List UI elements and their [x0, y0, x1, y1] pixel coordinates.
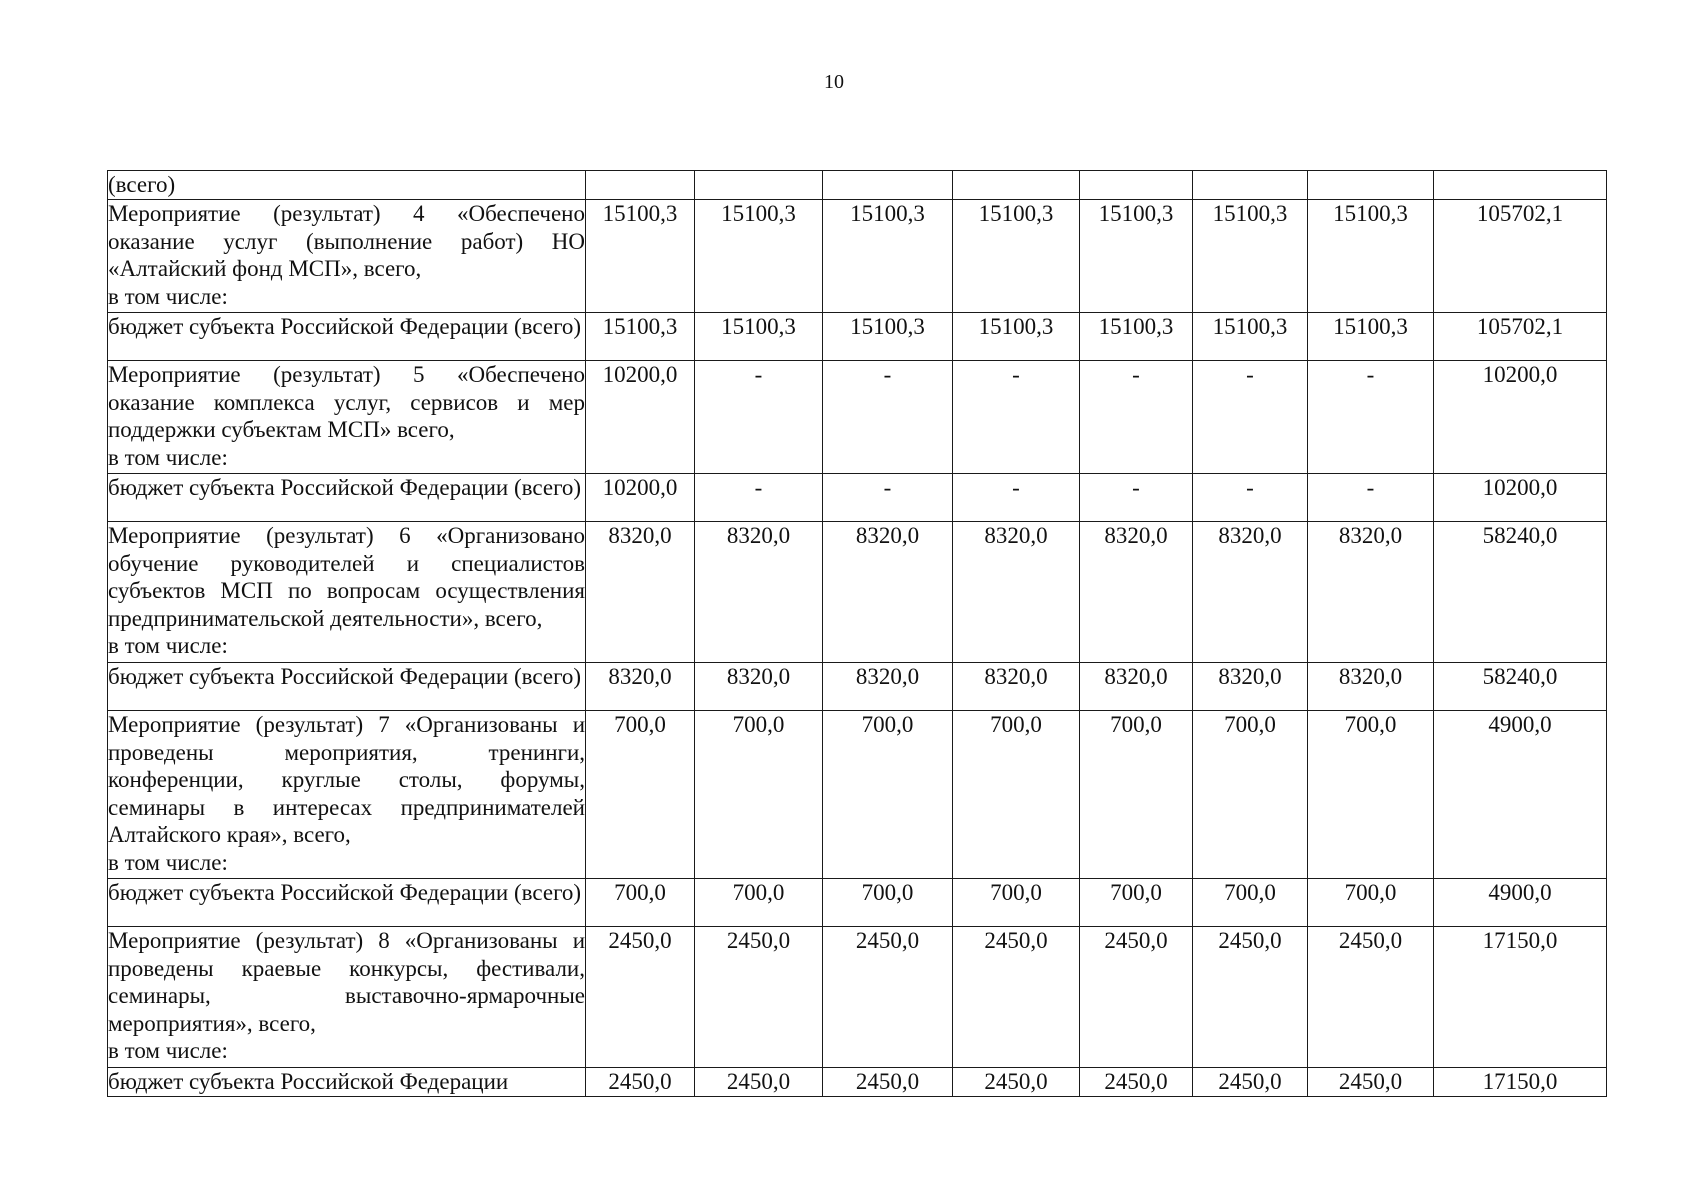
- value-cell: [695, 927, 823, 1068]
- value-text: 2450,0: [855, 1069, 920, 1094]
- value-text: -: [883, 362, 892, 387]
- value-cell: [1308, 711, 1434, 879]
- value-cell: [1193, 1068, 1308, 1097]
- value-text: -: [1366, 475, 1375, 500]
- value-cell: [823, 663, 953, 711]
- value-text: 15100,3: [721, 201, 796, 226]
- value-text: 2450,0: [1218, 928, 1282, 953]
- table-row: [108, 522, 1607, 663]
- value-text: 15100,3: [1098, 314, 1174, 339]
- table-row: [108, 663, 1607, 711]
- value-cell: [823, 927, 953, 1068]
- value-cell: [953, 711, 1080, 879]
- value-cell: [823, 361, 953, 474]
- value-cell: [1080, 313, 1193, 361]
- row-label-cell: [108, 879, 586, 927]
- value-cell: [1434, 200, 1607, 313]
- table-row: [108, 200, 1607, 313]
- value-text: 8320,0: [1338, 664, 1403, 689]
- value-cell: [695, 663, 823, 711]
- value-text: 58240,0: [1482, 664, 1558, 689]
- value-text: 2450,0: [726, 1069, 791, 1094]
- value-cell: [1308, 927, 1434, 1068]
- value-text: 700,0: [861, 712, 914, 737]
- value-cell: [586, 474, 695, 522]
- value-cell: [953, 474, 1080, 522]
- value-text: 2450,0: [1218, 1069, 1282, 1094]
- table-row: [108, 313, 1607, 361]
- value-cell: [695, 171, 823, 200]
- value-text: 8320,0: [608, 523, 672, 548]
- value-text: 15100,3: [1212, 314, 1288, 339]
- value-cell: [1308, 879, 1434, 927]
- value-cell: [1080, 171, 1193, 200]
- value-text: 2450,0: [984, 928, 1048, 953]
- value-text: 8320,0: [726, 523, 791, 548]
- value-text: 105702,1: [1476, 314, 1564, 339]
- row-label-line: бюджет субъекта Российской Федерации (всего): [108, 664, 582, 689]
- row-label-line: бюджет субъекта Российской Федерации (всего): [108, 880, 582, 905]
- value-cell: [586, 200, 695, 313]
- value-cell: [586, 361, 695, 474]
- row-label-line: в том числе:: [108, 633, 228, 658]
- value-cell: [823, 313, 953, 361]
- value-cell: [1080, 711, 1193, 879]
- row-label-cell: [108, 361, 586, 474]
- value-cell: [1308, 171, 1434, 200]
- row-label-line: (всего): [108, 172, 176, 197]
- value-text: -: [883, 475, 892, 500]
- value-text: 700,0: [732, 880, 785, 905]
- row-label-cell: [108, 200, 586, 313]
- value-cell: [1434, 313, 1607, 361]
- value-text: 700,0: [1344, 880, 1397, 905]
- value-cell: [1080, 361, 1193, 474]
- value-text: 15100,3: [978, 314, 1054, 339]
- value-text: 2450,0: [1338, 928, 1403, 953]
- row-label-line: бюджет субъекта Российской Федерации (всего): [108, 475, 582, 500]
- value-cell: [953, 522, 1080, 663]
- value-text: 2450,0: [608, 1069, 672, 1094]
- value-text: 15100,3: [850, 314, 925, 339]
- value-text: 15100,3: [1333, 201, 1408, 226]
- table-row: [108, 711, 1607, 879]
- value-text: -: [754, 362, 763, 387]
- value-text: 8320,0: [1104, 523, 1168, 548]
- value-cell: [695, 1068, 823, 1097]
- row-label-line: в том числе:: [108, 849, 228, 875]
- value-cell: [1434, 879, 1607, 927]
- value-cell: [1193, 927, 1308, 1068]
- row-label-line: Мероприятие (результат) 5 «Обеспечено оказание комплекса услуг, сервисов и мер поддержки субъектам МСП» всего,: [108, 362, 585, 442]
- row-label-cell: [108, 1068, 586, 1097]
- value-cell: [823, 200, 953, 313]
- value-cell: [695, 474, 823, 522]
- value-cell: [586, 927, 695, 1068]
- value-cell: [586, 313, 695, 361]
- value-cell: [823, 711, 953, 879]
- value-cell: [1434, 361, 1607, 474]
- value-cell: [1080, 200, 1193, 313]
- value-text: 8320,0: [726, 664, 791, 689]
- value-cell: [695, 522, 823, 663]
- value-text: 8320,0: [1218, 523, 1282, 548]
- row-label-line: Мероприятие (результат) 6 «Организовано обучение руководителей и специалистов субъектов МСП по вопросам осуществления предпринимательской деятельности», всего,: [108, 523, 585, 631]
- value-text: 4900,0: [1488, 880, 1552, 905]
- value-cell: [823, 879, 953, 927]
- table-row: [108, 474, 1607, 522]
- value-cell: [695, 879, 823, 927]
- value-cell: [1193, 522, 1308, 663]
- table-row: [108, 879, 1607, 927]
- value-cell: [1080, 879, 1193, 927]
- value-text: 15100,3: [602, 314, 678, 339]
- value-cell: [823, 474, 953, 522]
- value-cell: [1434, 927, 1607, 1068]
- value-text: 8320,0: [855, 664, 920, 689]
- value-cell: [953, 663, 1080, 711]
- value-cell: [953, 879, 1080, 927]
- value-cell: [1193, 663, 1308, 711]
- value-text: 700,0: [990, 712, 1042, 737]
- value-text: -: [1012, 362, 1020, 387]
- budget-table-body: [108, 171, 1607, 1097]
- value-cell: [1434, 1068, 1607, 1097]
- value-text: 15100,3: [721, 314, 796, 339]
- value-cell: [695, 200, 823, 313]
- value-text: 15100,3: [1212, 201, 1288, 226]
- value-text: 8320,0: [855, 523, 920, 548]
- value-text: 8320,0: [1218, 664, 1282, 689]
- value-cell: [1193, 171, 1308, 200]
- table-row: [108, 361, 1607, 474]
- value-cell: [1080, 522, 1193, 663]
- value-cell: [1308, 1068, 1434, 1097]
- value-text: 10200,0: [1482, 362, 1558, 387]
- value-text: 2450,0: [608, 928, 672, 953]
- value-text: 17150,0: [1482, 928, 1558, 953]
- value-text: 4900,0: [1488, 712, 1552, 737]
- value-text: 700,0: [861, 880, 914, 905]
- value-text: 700,0: [1110, 712, 1162, 737]
- value-cell: [1080, 1068, 1193, 1097]
- value-cell: [1193, 313, 1308, 361]
- value-cell: [695, 313, 823, 361]
- value-cell: [586, 879, 695, 927]
- row-label-line: в том числе:: [108, 283, 228, 309]
- value-cell: [953, 927, 1080, 1068]
- value-text: 700,0: [732, 712, 785, 737]
- value-cell: [823, 522, 953, 663]
- row-label-cell: [108, 171, 586, 200]
- value-text: 15100,3: [850, 201, 925, 226]
- value-text: -: [1132, 362, 1140, 387]
- value-cell: [1308, 663, 1434, 711]
- value-text: 8320,0: [984, 523, 1048, 548]
- value-text: 8320,0: [1104, 664, 1168, 689]
- value-cell: [953, 1068, 1080, 1097]
- value-text: 700,0: [1110, 880, 1162, 905]
- value-text: 8320,0: [608, 664, 672, 689]
- value-cell: [1193, 474, 1308, 522]
- value-cell: [1308, 474, 1434, 522]
- value-cell: [1434, 171, 1607, 200]
- value-text: -: [1246, 475, 1254, 500]
- row-label-cell: [108, 927, 586, 1068]
- value-cell: [1308, 200, 1434, 313]
- budget-table: [107, 170, 1607, 1097]
- value-cell: [1434, 711, 1607, 879]
- value-text: 15100,3: [602, 201, 678, 226]
- row-label-line: в том числе:: [108, 1038, 228, 1063]
- value-cell: [586, 711, 695, 879]
- value-text: 700,0: [990, 880, 1042, 905]
- row-label-cell: [108, 711, 586, 879]
- value-text: 700,0: [614, 880, 666, 905]
- row-label-cell: [108, 313, 586, 361]
- value-cell: [1308, 361, 1434, 474]
- value-cell: [823, 1068, 953, 1097]
- table-row: [108, 927, 1607, 1068]
- value-cell: [1434, 474, 1607, 522]
- value-text: 15100,3: [978, 201, 1054, 226]
- row-label-line: Мероприятие (результат) 8 «Организованы и проведены краевые конкурсы, фестивали, семинары, выставочно-ярмарочные мероприятия», всего,: [108, 928, 585, 1036]
- row-label-cell: [108, 522, 586, 663]
- value-text: -: [1366, 362, 1375, 387]
- row-label-line: бюджет субъекта Российской Федерации: [108, 1069, 509, 1094]
- value-cell: [1193, 879, 1308, 927]
- value-cell: [695, 361, 823, 474]
- value-text: 2450,0: [984, 1069, 1048, 1094]
- value-cell: [1308, 522, 1434, 663]
- value-cell: [1193, 200, 1308, 313]
- value-text: -: [1132, 475, 1140, 500]
- value-cell: [1080, 474, 1193, 522]
- value-text: 8320,0: [1338, 523, 1403, 548]
- value-text: 2450,0: [1338, 1069, 1403, 1094]
- value-cell: [823, 171, 953, 200]
- value-text: 58240,0: [1482, 523, 1558, 548]
- value-text: 2450,0: [1104, 928, 1168, 953]
- value-cell: [1080, 927, 1193, 1068]
- value-text: -: [1012, 475, 1020, 500]
- value-cell: [1080, 663, 1193, 711]
- row-label-cell: [108, 663, 586, 711]
- row-label-cell: [108, 474, 586, 522]
- value-cell: [1434, 663, 1607, 711]
- value-text: -: [754, 475, 763, 500]
- value-text: 700,0: [1224, 880, 1276, 905]
- row-label-line: в том числе:: [108, 444, 228, 470]
- value-text: 2450,0: [1104, 1069, 1168, 1094]
- value-text: 10200,0: [602, 475, 678, 500]
- value-cell: [586, 522, 695, 663]
- value-cell: [1193, 711, 1308, 879]
- value-text: 700,0: [1224, 712, 1276, 737]
- value-text: 10200,0: [1482, 475, 1558, 500]
- row-label-line: Мероприятие (результат) 4 «Обеспечено оказание услуг (выполнение работ) НО «Алтайский фонд МСП», всего,: [108, 201, 585, 281]
- value-text: 2450,0: [726, 928, 791, 953]
- value-cell: [586, 663, 695, 711]
- value-cell: [1193, 361, 1308, 474]
- page-number: 10: [824, 71, 844, 93]
- value-cell: [695, 711, 823, 879]
- value-cell: [953, 361, 1080, 474]
- value-text: 105702,1: [1476, 201, 1564, 226]
- row-label-line: бюджет субъекта Российской Федерации (всего): [108, 314, 582, 339]
- value-cell: [1308, 313, 1434, 361]
- value-text: 8320,0: [984, 664, 1048, 689]
- value-text: 2450,0: [855, 928, 920, 953]
- value-cell: [1434, 522, 1607, 663]
- value-text: 700,0: [614, 712, 666, 737]
- table-row: [108, 1068, 1607, 1097]
- value-cell: [953, 200, 1080, 313]
- value-cell: [586, 1068, 695, 1097]
- value-cell: [953, 313, 1080, 361]
- value-text: 15100,3: [1098, 201, 1174, 226]
- value-text: -: [1246, 362, 1254, 387]
- value-cell: [586, 171, 695, 200]
- value-text: 700,0: [1344, 712, 1397, 737]
- table-row: [108, 171, 1607, 200]
- value-text: 17150,0: [1482, 1069, 1558, 1094]
- row-label-line: Мероприятие (результат) 7 «Организованы и проведены мероприятия, тренинги, конференции, круглые столы, форумы, семинары в интересах предпринимателей Алтайского края», всего,: [108, 712, 585, 847]
- value-cell: [953, 171, 1080, 200]
- value-text: 15100,3: [1333, 314, 1408, 339]
- value-text: 10200,0: [602, 362, 678, 387]
